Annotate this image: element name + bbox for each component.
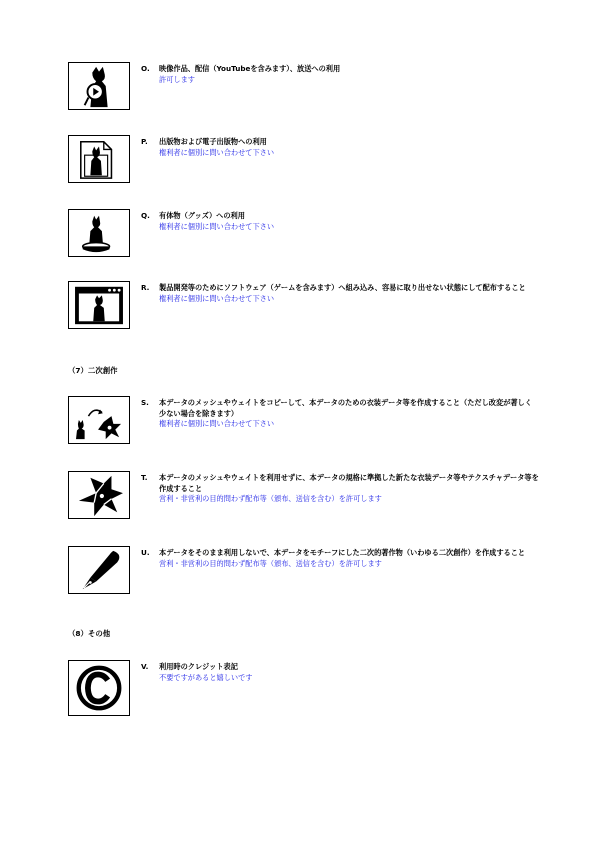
item-letter: T. [141,473,148,482]
item-permission: 権利者に個別に問い合わせて下さい [159,147,275,157]
item-permission: 営利・非営利の目的問わず配布等（頒布、送信を含む）を許可します [159,494,382,503]
flower-icon [68,471,130,519]
item-permission: 権利者に個別に問い合わせて下さい [159,293,275,303]
publication-cat-icon [68,135,130,183]
item-letter: S. [141,398,149,407]
item-permission: 営利・非営利の目的問わず配布等（頒布、送信を含む）を許可します [159,558,382,568]
item-title: 有体物（グッズ）への利用 [159,211,245,220]
item-title: 映像作品、配信（YouTubeを含みます）、放送への利用 [159,64,341,73]
video-cat-icon [68,62,130,110]
item-letter: U. [141,548,150,557]
figure-goods-icon [68,209,130,257]
item-letter: R. [141,283,150,292]
item-title: 本データをそのまま利用しないで、本データをモチーフにした二次的著作物（いわゆる二次創作）を作成すること [159,548,526,557]
item-permission: 不要ですがあると嬉しいです [159,672,253,682]
item-permission: 許可します [159,74,195,84]
item-title: 利用時のクレジット表記 [159,662,238,671]
section-heading: （8）その他 [68,629,111,638]
item-permission: 権利者に個別に問い合わせて下さい [159,221,275,231]
software-window-cat-icon [68,281,130,329]
item-title: 製品開発等のためにソフトウェア（ゲームを含みます）へ組み込み、容易に取り出せない状態にして配布すること [159,283,526,292]
section-heading: （7）二次創作 [68,366,118,375]
item-letter: Q. [141,211,150,220]
copyright-icon [68,660,130,716]
item-title: 本データのメッシュやウェイトを利用せずに、本データの規格に準拠した新たな衣装データ等やテクスチャデータ等を作成すること [159,473,539,493]
item-letter: V. [141,662,149,671]
item-title: 出版物および電子出版物への利用 [159,137,267,146]
pen-nib-icon [68,546,130,594]
item-letter: O. [141,64,150,73]
item-permission: 権利者に個別に問い合わせて下さい [159,419,275,428]
item-letter: P. [141,137,148,146]
cat-to-flower-icon [68,396,130,444]
item-title: 本データのメッシュやウェイトをコピーして、本データのための衣装データ等を作成すること（ただし改変が著しく少ない場合を除きます） [159,398,532,418]
